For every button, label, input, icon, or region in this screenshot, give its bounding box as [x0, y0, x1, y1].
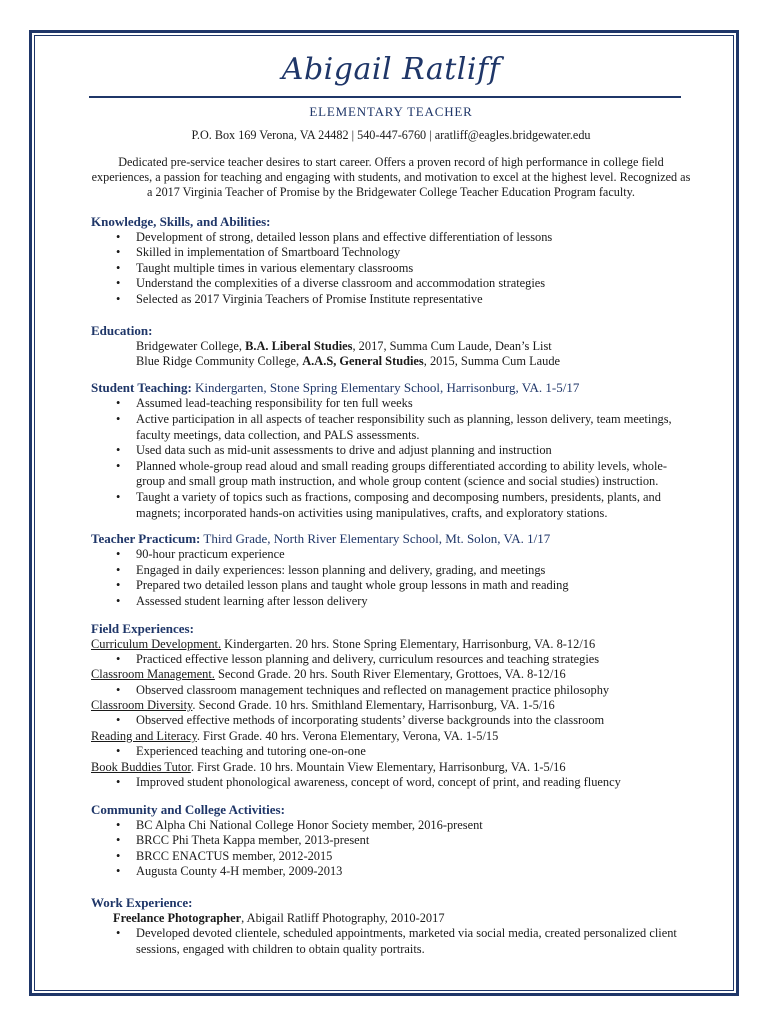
section-heading-community: Community and College Activities:: [91, 801, 285, 817]
contact-info: P.O. Box 169 Verona, VA 24482 | 540-447-6760 | aratliff@eagles.bridgewater.edu: [191, 128, 591, 142]
field-entry: [91, 637, 691, 652]
list-item: • Selected as 2017 Virginia Teachers of Promise Institute representative: [91, 292, 691, 308]
field-entry-detail: Second Grade. 20 hrs. South River Elementary, Grottoes, VA. 8-12/16: [214, 667, 566, 682]
field-entry: [91, 698, 691, 713]
field-entry-detail: . First Grade. 10 hrs. Mountain View Elementary, Harrisonburg, VA. 1-5/16: [190, 759, 566, 774]
section-heading-practicum: [91, 530, 691, 547]
section-student-teaching: [91, 379, 691, 521]
field-entry-detail: . Second Grade. 10 hrs. Smithland Elementary, Harrisonburg, VA. 1-5/16: [192, 698, 555, 713]
list-item: • Assessed student learning after lesson delivery: [91, 594, 691, 610]
field-entry-label: Classroom Diversity: [91, 698, 193, 713]
list-item: • Assumed lead-teaching responsibility for ten full weeks: [91, 396, 691, 412]
education-detail: , 2017, Summa Cum Laude, Dean’s List: [352, 338, 552, 353]
field-entry-bullets: [91, 744, 691, 760]
section-ksa: [91, 213, 691, 308]
field-entry-bullets: [91, 775, 691, 791]
section-practicum: [91, 530, 691, 609]
community-list: [91, 818, 691, 880]
student-teaching-list: [91, 396, 691, 521]
list-item: • 90-hour practicum experience: [91, 547, 691, 563]
heading-label: Student Teaching:: [91, 380, 192, 396]
field-entry-bullets: [91, 683, 691, 699]
job-title: ELEMENTARY TEACHER: [309, 104, 473, 119]
field-entry-detail: Kindergarten. 20 hrs. Stone Spring Elementary, Harrisonburg, VA. 8-12/16: [221, 636, 596, 651]
ksa-list: [91, 230, 691, 308]
list-item: • Understand the complexities of a diverse classroom and accommodation strategies: [91, 276, 691, 292]
school-name: Blue Ridge Community College,: [136, 353, 303, 368]
list-item: • Developed devoted clientele, scheduled appointments, marketed via social media, created personalized client sessions, engaged with children to obtain quality portraits.: [91, 926, 691, 957]
list-item: • Taught multiple times in various elementary classrooms: [91, 261, 691, 277]
field-entry-label: Curriculum Development.: [91, 636, 222, 651]
education-detail: , 2015, Summa Cum Laude: [423, 353, 561, 368]
work-role: Freelance Photographer: [113, 910, 242, 925]
heading-detail: Kindergarten, Stone Spring Elementary School, Harrisonburg, VA. 1-5/17: [191, 380, 580, 396]
list-item: • Practiced effective lesson planning and delivery, curriculum resources and teaching strategies: [91, 652, 691, 668]
list-item: • Used data such as mid-unit assessments to drive and adjust planning and instruction: [91, 443, 691, 459]
list-item: • Skilled in implementation of Smartboard Technology: [91, 245, 691, 261]
work-list: [91, 926, 691, 957]
header-rule: [89, 96, 681, 98]
list-item: • BRCC ENACTUS member, 2012-2015: [91, 849, 691, 865]
heading-detail: Third Grade, North River Elementary School, Mt. Solon, VA. 1/17: [200, 531, 551, 547]
education-line: [91, 339, 691, 354]
field-entry: [91, 667, 691, 682]
list-item: • Observed classroom management techniques and reflected on management practice philosophy: [91, 683, 691, 699]
list-item: • Experienced teaching and tutoring one-on-one: [91, 744, 691, 760]
section-heading-ksa: Knowledge, Skills, and Abilities:: [91, 213, 271, 229]
list-item: • Taught a variety of topics such as fractions, composing and decomposing numbers, presidents, plants, and magnets; incorporated hands-on activities using manipulatives, crafts, and exploratory stations.: [91, 490, 691, 521]
field-entry-detail: . First Grade. 40 hrs. Verona Elementary, Verona, VA. 1-5/15: [196, 728, 499, 743]
school-name: Bridgewater College,: [136, 338, 246, 353]
heading-label: Teacher Practicum:: [91, 531, 201, 547]
list-item: • BRCC Phi Theta Kappa member, 2013-present: [91, 833, 691, 849]
field-entry-label: Book Buddies Tutor: [91, 759, 191, 774]
section-heading-student-teaching: [91, 379, 691, 396]
list-item: • Prepared two detailed lesson plans and taught whole group lessons in math and reading: [91, 578, 691, 594]
list-item: • Planned whole-group read aloud and small reading groups differentiated according to ability levels, whole-group and small group math instruction, and whole group content (science and social studies) instruction.: [91, 459, 691, 490]
list-item: • Active participation in all aspects of teacher responsibility such as planning, lesson delivery, team meetings, faculty meetings, data collection, and PALS assessments.: [91, 412, 691, 443]
field-entry-label: Reading and Literacy: [91, 728, 197, 743]
field-entry: [91, 760, 691, 775]
list-item: • BC Alpha Chi National College Honor Society member, 2016-present: [91, 818, 691, 834]
section-community: [91, 801, 691, 880]
work-entry: [91, 911, 691, 926]
section-work: [91, 894, 691, 958]
section-heading-work: Work Experience:: [91, 894, 193, 910]
section-heading-education: Education:: [91, 322, 153, 338]
field-entry: [91, 729, 691, 744]
education-line: [91, 354, 691, 369]
resume-name: Abigail Ratliff: [281, 52, 501, 87]
section-field-experiences: [91, 620, 691, 791]
list-item: • Augusta County 4-H member, 2009-2013: [91, 864, 691, 880]
degree: B.A. Liberal Studies: [245, 338, 353, 353]
practicum-list: [91, 547, 691, 609]
section-education: [91, 322, 691, 370]
field-entry-label: Classroom Management.: [91, 667, 215, 682]
list-item: • Engaged in daily experiences: lesson planning and delivery, grading, and meetings: [91, 563, 691, 579]
field-entry-bullets: [91, 713, 691, 729]
section-heading-field: Field Experiences:: [91, 620, 194, 636]
work-employer: , Abigail Ratliff Photography, 2010-2017: [241, 910, 445, 925]
list-item: • Development of strong, detailed lesson plans and effective differentiation of lessons: [91, 230, 691, 246]
resume: [91, 50, 691, 957]
list-item: • Observed effective methods of incorporating students’ diverse backgrounds into the classroom: [91, 713, 691, 729]
degree: A.A.S, General Studies: [302, 353, 424, 368]
field-entry-bullets: [91, 652, 691, 668]
list-item: • Improved student phonological awareness, concept of word, concept of print, and reading fluency: [91, 775, 691, 791]
summary: Dedicated pre-service teacher desires to start career. Offers a proven record of high performance in college field experiences, a passion for teaching and engaging with students, and motivation to excel at the highest level. Recognized as a 2017 Virginia Teacher of Promise by the Bridgewater College Teacher Education Program faculty.: [91, 155, 691, 200]
